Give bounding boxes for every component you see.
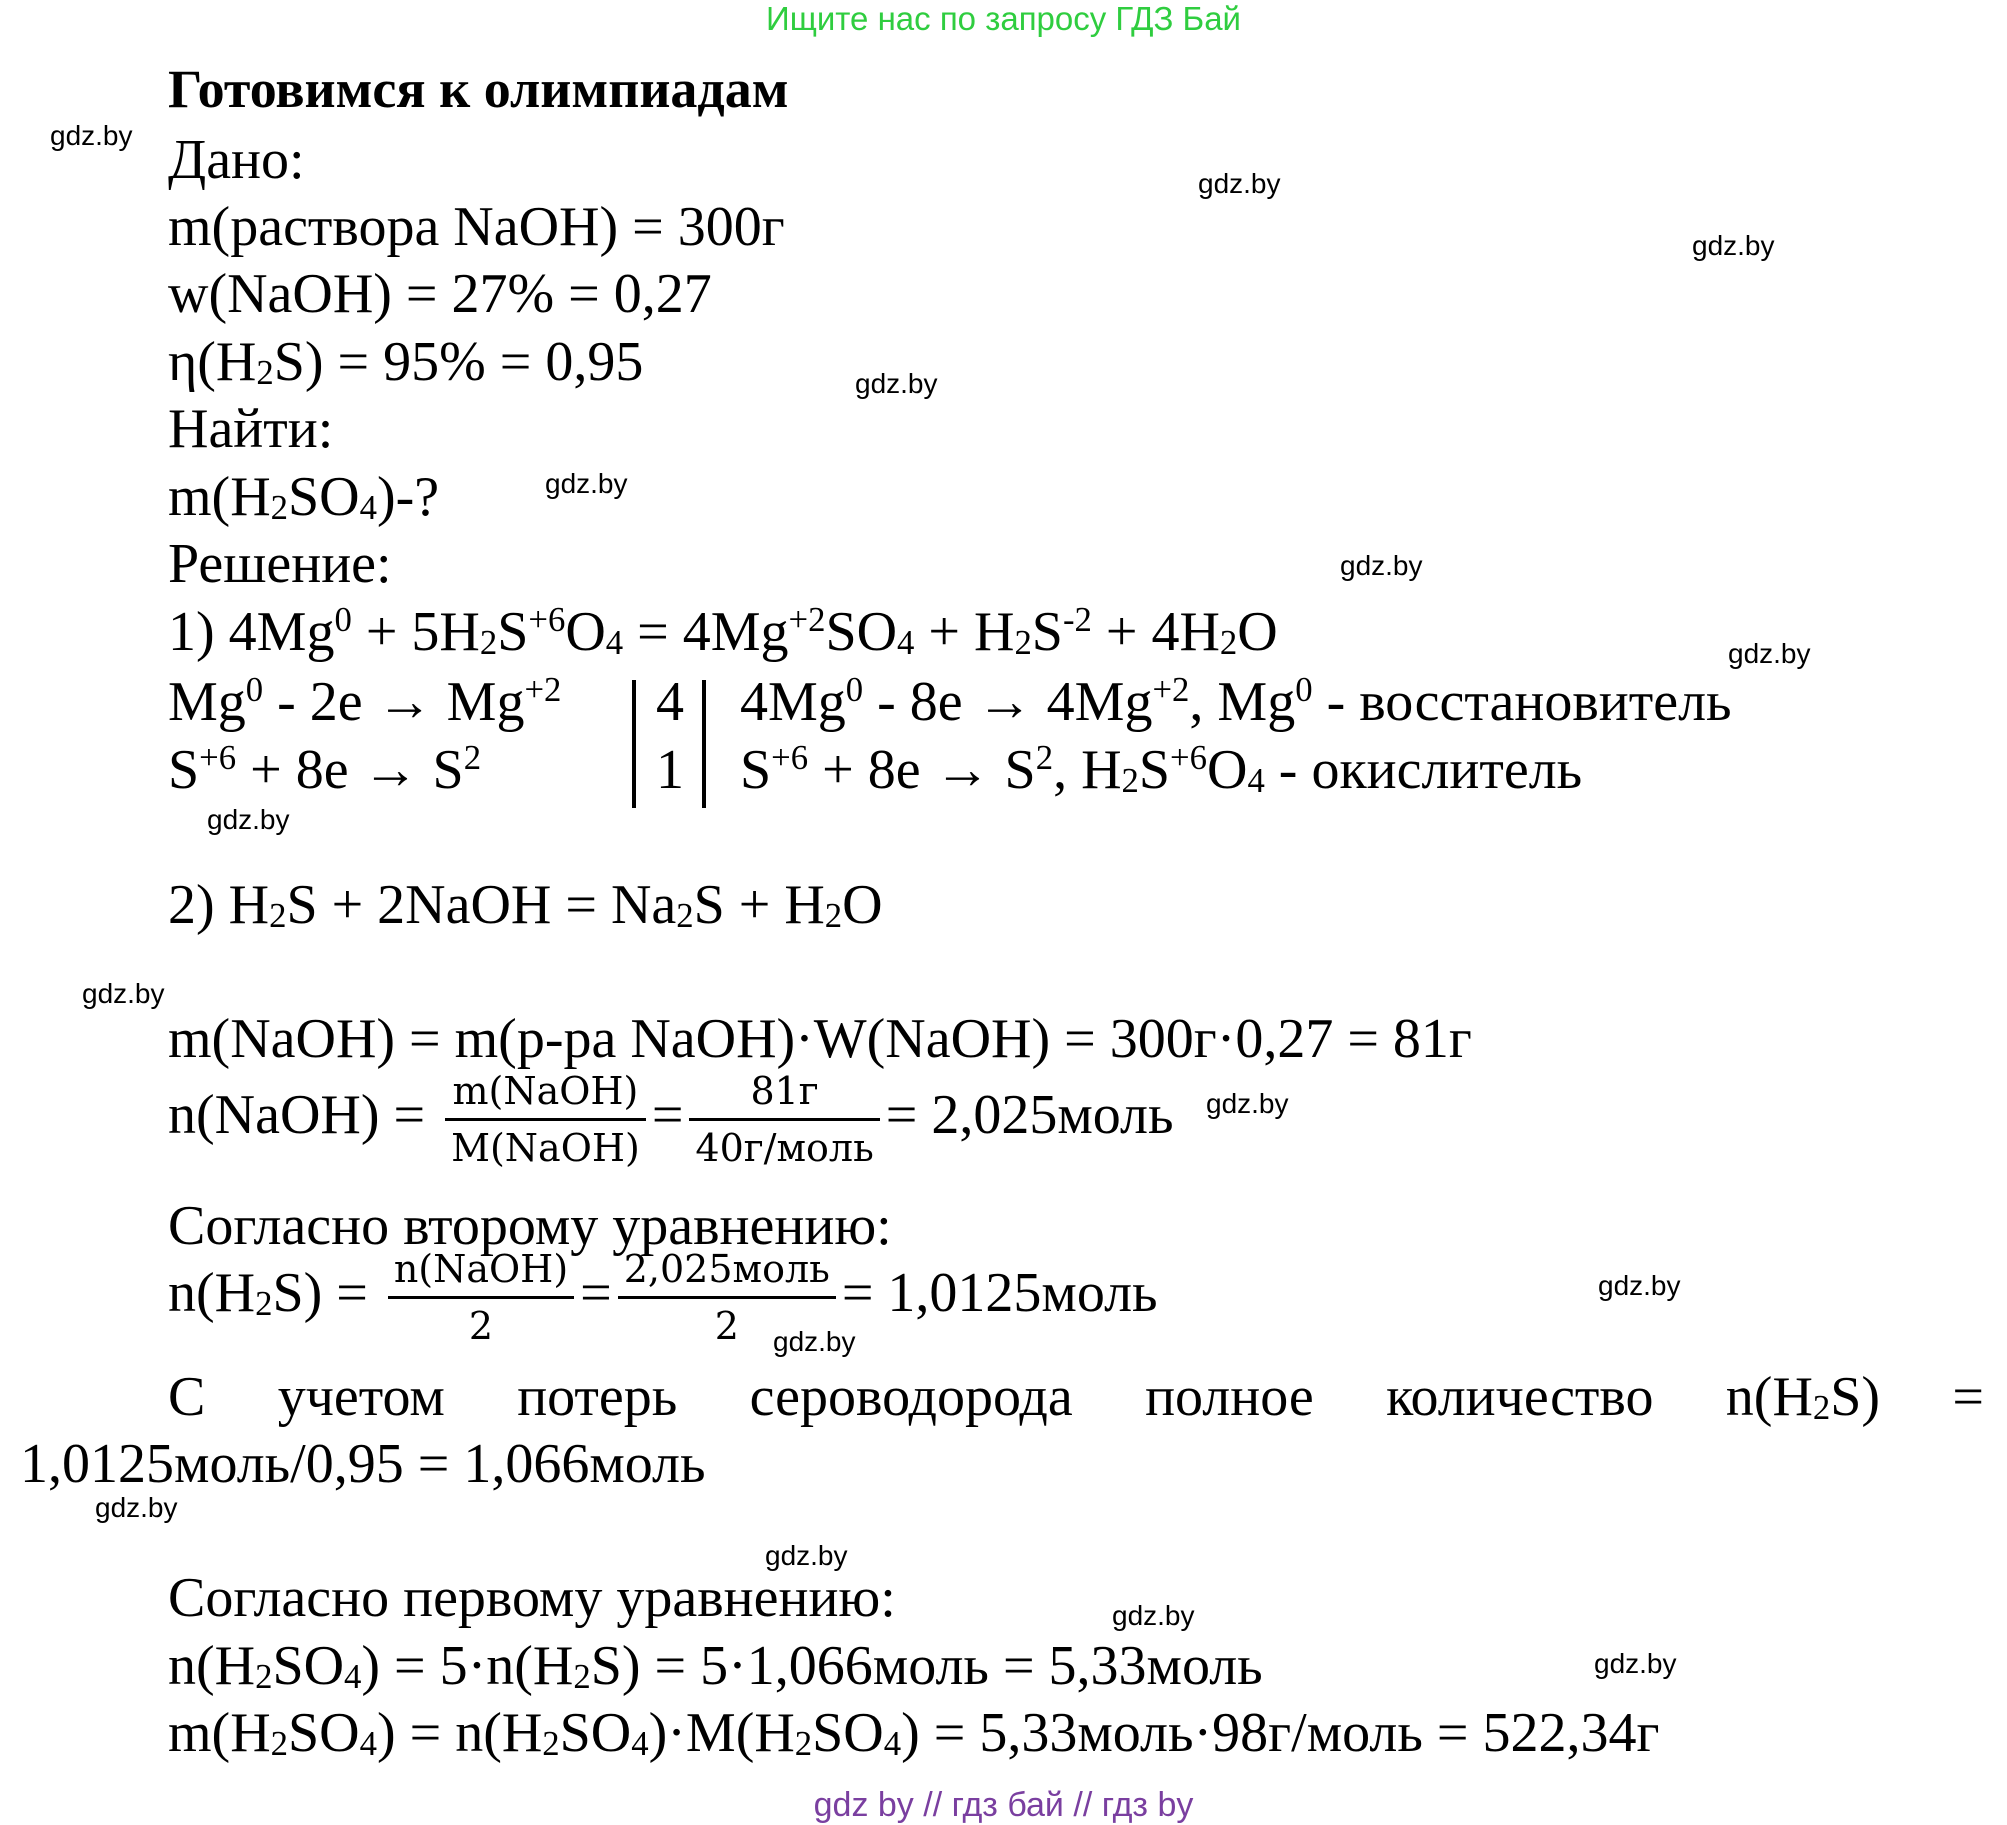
given-line-yield: $\eta(H_2S) = 95\% = 0,95$ [168,331,644,393]
calc-moles-naoh: n(NaOH) = $\frac{\text{m(NaOH)}}{\text{M(NaOH)}}$ = $\frac{81г}{\text{40г/моль}}$ = 2,025моль [168,1069,1174,1170]
loss-line-1: С учетом потерь сероводорода полное количество $n(H_2S)$ = [168,1366,1984,1428]
watermark: gdz.by [1692,230,1775,261]
watermark: gdz.by [773,1326,856,1357]
watermark: gdz.by [50,120,133,151]
balance-row-1-right: $4Mg^0 - 8e \to 4Mg^{+2}$, Mg$^0$ - восстановитель [740,669,1732,733]
watermark: gdz.by [82,978,165,1009]
footer-links: gdz by // гдз бай // гдз by [813,1786,1194,1824]
watermark: gdz.by [1340,550,1423,581]
second-equation-label: Согласно второму уравнению: [168,1195,892,1257]
calc-mass-h2so4: $m(H_2SO_4) = n(H_2SO_4)\cdot M(H_2SO_4)$ = 5,33моль·98г/моль = 522,34г [168,1702,1660,1764]
watermark: gdz.by [95,1492,178,1523]
loss-line-2: 1,0125моль/0,95 = 1,066моль [20,1433,706,1495]
calc-moles-h2so4: $n(H_2SO_4) = 5\cdot n(H_2S)$ = 5·1,066моль = 5,33моль [168,1635,1263,1697]
watermark: gdz.by [1206,1088,1289,1119]
given-line-fraction: w(NaOH) = 27% = 0,27 [168,263,712,325]
equation-2: 2) $H_2S$ + 2NaOH = $Na_2S + H_2O$ [168,874,883,936]
fraction-moles-over-2: $\frac{\text{2,025моль}}{2}$ [618,1248,836,1348]
equation-1: 1) $4Mg^0 + 5H_2S^{+6}O_4 = 4Mg^{+2}SO_4 + H_2S^{-2} + 4H_2O$ [168,599,1278,663]
watermark: gdz.by [1594,1648,1677,1679]
find-line: $m(H_2SO_4)-$? [168,466,440,528]
balance-row-2-right: $S^{+6} + 8e \to S^2$, $H_2S^{+6}O_4$ - окислитель [740,737,1583,801]
find-label: Найти: [168,398,334,460]
watermark: gdz.by [1728,638,1811,669]
fraction-naoh-over-2: $\frac{\text{n(NaOH)}}{2}$ [388,1248,574,1348]
solution-label: Решение: [168,533,392,595]
watermark: gdz.by [1112,1600,1195,1631]
balance-row-1-coefficient: 4 [656,671,684,733]
watermark: gdz.by [1598,1270,1681,1301]
fraction-mass-over-molar: $\frac{\text{m(NaOH)}}{\text{M(NaOH)}}$ [445,1070,646,1170]
watermark: gdz.by [765,1540,848,1571]
watermark: gdz.by [855,368,938,399]
watermark: gdz.by [207,804,290,835]
page-title: Готовимся к олимпиадам [168,59,789,119]
balance-row-1-left: $Mg^0 - 2e \to Mg^{+2}$ [168,669,562,733]
watermark: gdz.by [1198,168,1281,199]
balance-row-2-left: $S^{+6} + 8e \to S^2$ [168,737,482,801]
fraction-values: $\frac{81г}{\text{40г/моль}}$ [689,1070,879,1170]
given-label: Дано: [168,129,305,191]
watermark: gdz.by [545,468,628,499]
first-equation-label: Согласно первому уравнению: [168,1567,896,1629]
given-line-mass: m(раствора NaOH) = 300г [168,196,785,258]
calc-moles-h2s: $n(H_2S)$ = $\frac{\text{n(NaOH)}}{2}$ = $\frac{\text{2,025моль}}{2}$ = 1,0125моль [168,1247,1158,1348]
calc-mass-naoh: m(NaOH) = m(р-ра NaOH)·W(NaOH) = 300г·0,27 = 81г [168,1008,1472,1070]
site-banner: Ищите нас по запросу ГДЗ Бай [766,0,1241,37]
balance-divider-left [632,680,636,808]
balance-row-2-coefficient: 1 [656,739,684,801]
balance-divider-right [702,680,706,808]
